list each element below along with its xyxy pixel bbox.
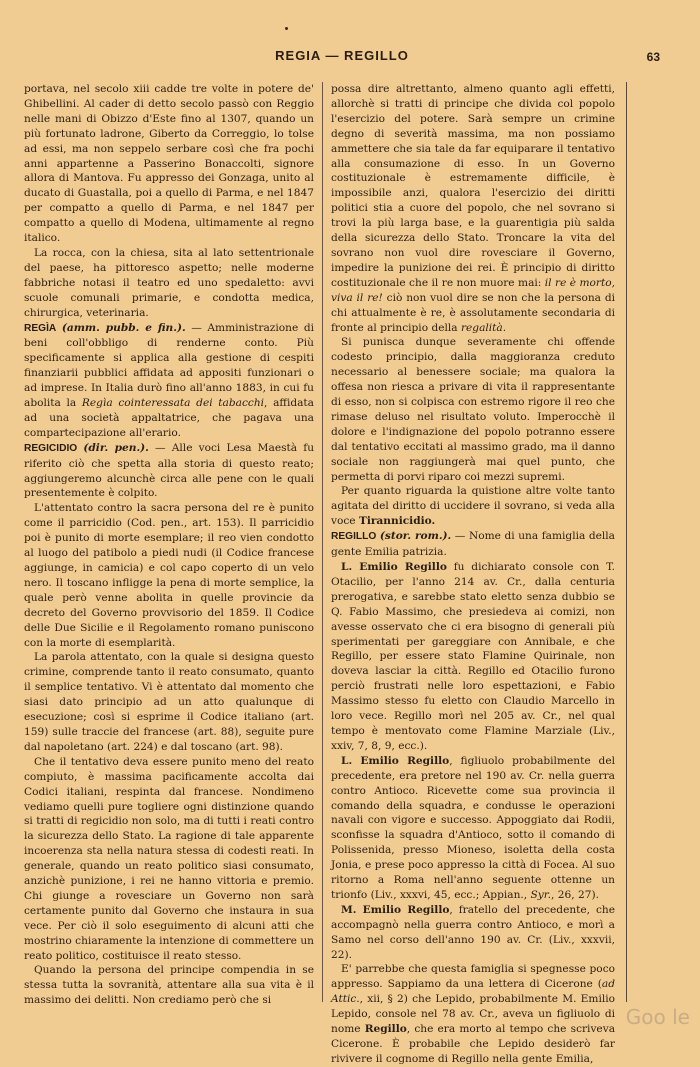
page-edge-line — [626, 82, 627, 1002]
entry-regicidio: REGICIDIO (dir. pen.). — Alle voci Lesa Maestà fu riferito ciò che spetta alla storia di questo reato; aggiungeremo alcunchè circa alle pene con le quali presentemente è colpito. — [24, 441, 315, 500]
watermark: Goo le — [625, 1005, 690, 1029]
entry-abbreviation: (amm. pubb. e fin.). — [61, 321, 186, 334]
paragraph: L'attentato contro la sacra persona del re è punito come il parricidio (Cod. pen., art. 153). Il parricidio poi è punito di morte esemplare; il reo vien condotto al luogo del patibolo a piedi nudi (il Codice francese aggiunge, in camicia) e col capo coperto di un velo nero. Il toscano infligge la pena di morte semplice, la quale però venne abolita in quelle provincie da decreto del Governo provvisorio del 1859. Il Codice delle Due Sicilie e il Regolamento romano puniscono con la morte di esemplarità. — [24, 502, 314, 649]
page-number: 63 — [646, 50, 660, 64]
paragraph: Che il tentativo deva essere punito meno del reato compiuto, è massima pacificamente accolta dai Codici italiani, respinta dal francese. Nondimeno vediamo quelli pure togliere ogni distinzione quando si tratti di regicidio non solo, ma di tutti i reati contro la sicurezza dello Stato. La ragione di tale apparente incoerenza sta nella natura stessa di codesti reati. In generale, quando un reato politico siasi consumato, anzichè punizione, i rei ne hanno vittoria e premio. Chi giunge a rovesciare un Governo non sarà certamente punito dal Governo che instaura in sua vece. Per ciò il solo eseguimento di alcuni atti che mostrino chiaramente la intenzione di commettere un reato politico, costituisce il reato stesso. — [24, 755, 314, 962]
running-head: REGIA — REGILLO — [275, 48, 409, 63]
paragraph: M. Emilio Regillo, fratello del precedente, che accompagnò nella guerra contro Antioco, e morì a Samo nel corso dell'anno 190 av. Cr. (Liv., xxxvii, 22). — [331, 903, 615, 961]
entry-abbreviation: (stor. rom.). — [379, 530, 452, 543]
page-header — [24, 48, 660, 70]
paragraph: portava, nel secolo xiii cadde tre volte in potere de' Ghibellini. Al cader di detto secolo passò con Reggio nelle mani di Obizzo d'Este fino al 1307, quando un più fortunato ladrone, Giberto da Correggio, lo tolse ad essi, ma non seppelo serbare così che fra pochi anni appartenne a Passerino Bonaccolti, signore allora di Mantova. Fu appresso dei Gonzaga, unito al ducato di Guastalla, poi a quello di Parma, e nel 1847 per compatto a quello di Parma, e nel 1847 per compatto a quello di Modena, ultimamente al regno italico. — [24, 83, 314, 245]
paragraph: La parola attentato, con la quale si designa questo crimine, comprende tanto il reato consumato, quanto il semplice tentativo. Vi è attentato dal momento che siasi dato principio ad un atto qualunque di esecuzione; così si esprime il Codice italiano (art. 159) sulle traccie del francese (art. 88), seguite pure dal napoletano (art. 224) e dal toscano (art. 98). — [24, 651, 314, 753]
ink-speck — [285, 27, 288, 30]
entry-abbreviation: (dir. pen.). — [83, 441, 149, 454]
paragraph: Per quanto riguarda la quistione altre volte tanto agitata del diritto di uccidere il sovrano, si veda alla voce Tirannicidio. — [331, 485, 615, 528]
entry-regia: REGÌA (amm. pubb. e fin.). — Amministrazione di beni coll'obbligo di renderne conto. Più specificamente si applica alla gestione di cespiti finanziarii pubblici affidata ad appositi funzionari o ad imprese. In Italia durò fino all'anno 1883, in cui fu abolita la Regìa cointeressata dei tabacchi, affidata ad una società appaltatrice, che pagava una compartecipazione all'erario. — [24, 321, 315, 439]
entry-headword: REGICIDIO — [24, 442, 78, 454]
paragraph: L. Emilio Regillo, figliuolo probabilmente del precedente, era pretore nel 190 av. Cr. nella guerra contro Antioco. Ricevette come sua provincia il comando della squadra, e condusse le operazioni navali con vigore e successo. Appoggiato dai Rodii, sconfisse la squadra d'Antioco, sotto il comando di Polissenida, presso Mioneso, isoletta della costa Jonia, e prese poco appresso la città di Focea. Al suo ritorno a Roma nell'anno seguente ottenne un trionfo (Liv., xxxvi, 45, ecc.; Appian., Syr., 26, 27). — [331, 754, 615, 901]
paragraph: L. Emilio Regillo fu dichiarato console con T. Otacilio, per l'anno 214 av. Cr., dalla centuria prerogativa, e sarebbe stato eletto senza dubbio se Q. Fabio Massimo, che presiedeva ai comizi, non avesse osservato che ci era bisogno di generali più sperimentati per gareggiare con Annibale, e che Regillo, per essere stato Flamine Quirinale, non doveva lasciar la città. Regillo ed Otacilio furono perciò frustrati nelle loro espettazioni, e Fabio Massimo stesso fu eletto con Claudio Marcello in loro vece. Regillo morì nel 205 av. Cr., nel qual tempo è mentovato come Flamine Marziale (Liv., xxiv, 7, 8, 9, ecc.). — [331, 561, 615, 752]
right-column — [331, 82, 616, 1065]
paragraph: La rocca, con la chiesa, sita al lato settentrionale del paese, ha pittoresco aspetto; nelle moderne fabbriche notasi il teatro ed uno spedaletto: avvi scuole comunali primarie, e condotta medica, chirurgica, veterinaria. — [24, 246, 314, 319]
entry-regillo: REGILLO (stor. rom.). — Nome di una famiglia della gente Emilia patrizia. — [331, 530, 615, 559]
paragraph: Si punisca dunque severamente chi offende codesto principio, dalla maggioranza creduto necessario al benessere sociale; ma qualora la offesa non riesca a privare di vita il rappresentante di esso, non si colpisca con estremo rigore il reo che rimase deluso nel risultato voluto. Imperocchè il dolore e l'indignazione del popolo potranno essere dal tentativo eccitati al massimo grado, ma il danno sociale non raggiungerà mai quel punto, che permetta di porvi riparo coi mezzi supremi. — [331, 336, 615, 483]
entry-headword: REGÌA — [24, 322, 57, 334]
column-divider — [322, 82, 323, 1002]
entry-headword: REGILLO — [331, 531, 377, 543]
paragraph: Quando la persona del principe compendia in se stessa tutta la sovranità, attentare alla sua vita è il massimo dei delitti. Non crediamo però che si — [24, 964, 314, 1007]
left-column — [24, 82, 314, 1012]
paragraph: possa dire altrettanto, almeno quanto agli effetti, allorchè si tratti di principe che divida col popolo l'esercizio del potere. Sarà sempre un crimine degno di severità massima, ma non possiamo ammettere che sia tale da far equiparare il tentativo alla consumazione di esso. In un Governo costituzionale è estremamente difficile, è impossibile anzi, qualora l'esercizio dei diritti politici stia a cuore del popolo, che nel sovrano si trovi la più larga base, e la guarentigia più salda della sicurezza dello Stato. Troncare la vita del sovrano non vuol dire rovesciare il Governo, impedire la punizione dei rei. È principio di diritto costituzionale che il re non muore mai: il re è morto, viva il re! ciò non vuol dire se non che la persona di chi attualmente è re, è assolutamente secondaria di fronte al principio della regalità. — [331, 83, 616, 334]
paragraph: E' parrebbe che questa famiglia si spegnesse poco appresso. Sappiamo da una lettera di Cicerone (ad Attic., xii, § 2) che Lepido, probabilmente M. Emilio Lepido, console nel 78 av. Cr., aveva un figliuolo di nome Regillo, che era morto al tempo che scriveva Cicerone. È probabile che Lepido desiderò far rivivere il cognome di Regillo nella gente Emilia, — [331, 963, 616, 1065]
